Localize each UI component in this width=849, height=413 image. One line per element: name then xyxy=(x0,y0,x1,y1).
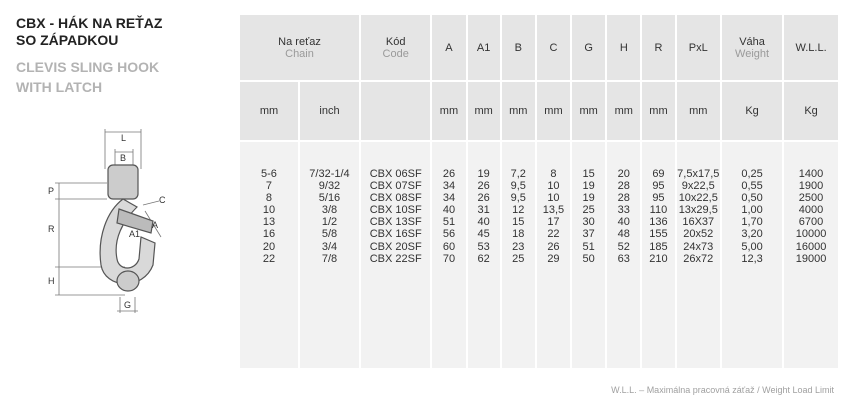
table-cell: 45 xyxy=(477,228,490,241)
header-weight-sub: Weight xyxy=(735,47,770,60)
table-cell: 10 xyxy=(547,180,560,193)
header-chain-sub: Chain xyxy=(285,47,314,60)
table-cell: CBX 16SF xyxy=(369,228,422,241)
table-cell: 3/8 xyxy=(321,204,338,217)
unit-mm: mm xyxy=(240,81,299,141)
unit-g: mm xyxy=(571,81,606,141)
table-cell: 3,20 xyxy=(741,228,763,241)
table-cell: 13 xyxy=(262,216,276,229)
table-cell: 2500 xyxy=(798,192,824,205)
table-cell: 13x29,5 xyxy=(678,204,718,217)
dim-label-h: H xyxy=(48,276,55,286)
col-chain-inch xyxy=(299,141,360,368)
table-cell: 19 xyxy=(582,180,595,193)
footnote-wll: W.L.L. – Maximálna pracovná záťaž / Weight Load Limit xyxy=(611,385,834,395)
table-cell: 48 xyxy=(617,228,630,241)
table-cell: 34 xyxy=(442,192,456,205)
header-code-sub: Code xyxy=(382,47,409,60)
header-wll: W.L.L. xyxy=(783,15,838,81)
table-cell: 7/8 xyxy=(321,252,338,265)
table-cell: 26 xyxy=(547,240,560,253)
col-pxl xyxy=(676,141,722,368)
table-cell: 19 xyxy=(477,168,490,180)
table-cell: 26 xyxy=(442,168,456,180)
table-cell: 40 xyxy=(617,216,630,229)
header-code xyxy=(360,15,431,81)
title-slovak xyxy=(16,15,231,49)
table-cell: 10 xyxy=(547,192,560,205)
unit-weight: Kg xyxy=(721,81,783,141)
table-cell: 26 xyxy=(477,180,490,193)
table-cell: 4000 xyxy=(798,204,824,217)
table-cell: 19000 xyxy=(795,252,827,265)
data-row xyxy=(240,141,838,368)
table-cell: 29 xyxy=(547,252,560,265)
unit-a1: mm xyxy=(467,81,501,141)
table-cell: 1900 xyxy=(798,180,824,193)
table-cell: 9,5 xyxy=(510,180,526,193)
table-cell: CBX 07SF xyxy=(369,180,422,193)
table-cell: 13,5 xyxy=(542,204,565,217)
dim-label-c: C xyxy=(159,195,166,205)
dim-label-g: G xyxy=(124,300,132,310)
table-cell: 16X37 xyxy=(682,216,715,229)
header-code-main: Kód xyxy=(385,35,406,48)
table-cell: 26x72 xyxy=(683,252,714,265)
hook-diagram xyxy=(45,125,195,325)
table-cell: 53 xyxy=(477,240,490,253)
unit-b: mm xyxy=(501,81,536,141)
dim-label-r: R xyxy=(48,224,55,234)
table-cell: 60 xyxy=(442,240,456,253)
header-chain xyxy=(240,15,360,81)
col-code xyxy=(360,141,431,368)
col-g xyxy=(571,141,606,368)
table-cell: 56 xyxy=(442,228,456,241)
table-cell: 5-6 xyxy=(261,168,277,180)
table-cell: 40 xyxy=(477,216,490,229)
header-weight-main: Váha xyxy=(739,35,765,48)
table-cell: 10 xyxy=(262,204,276,217)
table-cell: 0,55 xyxy=(741,180,763,193)
table-cell: 19 xyxy=(582,192,595,205)
table-cell: 18 xyxy=(512,228,525,241)
table-cell: CBX 20SF xyxy=(369,240,422,253)
col-r xyxy=(641,141,675,368)
col-c xyxy=(536,141,571,368)
table-cell: 33 xyxy=(617,204,630,217)
table-cell: 1,00 xyxy=(741,204,763,217)
table-cell: 62 xyxy=(477,252,490,265)
table-cell: 12,3 xyxy=(741,252,763,265)
table-cell: 26 xyxy=(477,192,490,205)
table-cell: 1400 xyxy=(798,168,824,180)
header-row xyxy=(240,15,838,81)
table-cell: 8 xyxy=(265,192,273,205)
table-cell: CBX 06SF xyxy=(369,168,422,180)
table-cell: 22 xyxy=(262,252,276,265)
table-cell: 0,25 xyxy=(741,168,763,180)
unit-c: mm xyxy=(536,81,571,141)
unit-r: mm xyxy=(641,81,675,141)
table-cell: 30 xyxy=(582,216,595,229)
table-cell: 5/16 xyxy=(318,192,341,205)
product-title xyxy=(16,15,231,97)
table-cell: 25 xyxy=(512,252,525,265)
table-cell: 31 xyxy=(477,204,490,217)
header-g: G xyxy=(571,15,606,81)
table-cell: 20x52 xyxy=(683,228,714,241)
hook-drawing xyxy=(45,125,195,325)
table-cell: 5/8 xyxy=(321,228,338,241)
title-slovak-line1: CBX - HÁK NA REŤAZ xyxy=(16,15,163,31)
table-cell: CBX 22SF xyxy=(369,252,422,265)
table-cell: 9x22,5 xyxy=(681,180,715,193)
col-weight xyxy=(721,141,783,368)
table-cell: 0,50 xyxy=(741,192,763,205)
table-cell: 34 xyxy=(442,180,456,193)
dim-label-a: A xyxy=(152,220,159,230)
header-a1: A1 xyxy=(467,15,501,81)
title-english-line2: WITH LATCH xyxy=(16,79,103,95)
table-cell: 16000 xyxy=(795,240,827,253)
title-english xyxy=(16,57,231,97)
header-b: B xyxy=(501,15,536,81)
header-c: C xyxy=(536,15,571,81)
table-cell: CBX 13SF xyxy=(369,216,422,229)
table-cell: 155 xyxy=(649,228,668,241)
header-a: A xyxy=(431,15,466,81)
table-cell: 7,2 xyxy=(510,168,526,180)
table-cell: 8 xyxy=(550,168,557,180)
table-cell: 210 xyxy=(649,252,668,265)
col-a xyxy=(431,141,466,368)
table-cell: 52 xyxy=(617,240,630,253)
table-cell: 15 xyxy=(582,168,595,180)
table-cell: 51 xyxy=(582,240,595,253)
table-cell: 37 xyxy=(582,228,595,241)
unit-inch: inch xyxy=(299,81,360,141)
title-english-line1: CLEVIS SLING HOOK xyxy=(16,59,160,75)
title-slovak-line2: SO ZÁPADKOU xyxy=(16,32,119,48)
table-cell: 20 xyxy=(262,240,276,253)
table-cell: 69 xyxy=(652,168,665,180)
header-h: H xyxy=(606,15,641,81)
dim-label-a1: A1 xyxy=(129,229,141,239)
table-cell: 17 xyxy=(547,216,560,229)
table-cell: 20 xyxy=(617,168,630,180)
unit-a: mm xyxy=(431,81,466,141)
table-cell: 9/32 xyxy=(318,180,341,193)
table-cell: 12 xyxy=(512,204,525,217)
dim-label-l: L xyxy=(121,133,127,143)
dim-label-p: P xyxy=(48,186,55,196)
dim-label-b: B xyxy=(120,153,127,163)
unit-wll: Kg xyxy=(783,81,838,141)
table-cell: 95 xyxy=(652,180,665,193)
col-b xyxy=(501,141,536,368)
table-cell: 6700 xyxy=(798,216,824,229)
table-cell: 22 xyxy=(547,228,560,241)
table-cell: 7,5x17,5 xyxy=(677,168,720,180)
table-cell: 7/32-1/4 xyxy=(309,168,350,180)
table-cell: 110 xyxy=(649,204,668,217)
table-cell: 15 xyxy=(512,216,525,229)
table-cell: CBX 10SF xyxy=(369,204,422,217)
table-cell: 1/2 xyxy=(321,216,338,229)
table-cell: 51 xyxy=(442,216,456,229)
table-cell: 9,5 xyxy=(510,192,526,205)
col-wll xyxy=(783,141,838,368)
table-cell: CBX 08SF xyxy=(369,192,422,205)
table-cell: 63 xyxy=(617,252,630,265)
unit-pxl: mm xyxy=(676,81,722,141)
table-cell: 28 xyxy=(617,192,630,205)
table-cell: 136 xyxy=(649,216,668,229)
unit-h: mm xyxy=(606,81,641,141)
table-cell: 5,00 xyxy=(741,240,763,253)
table-cell: 24x73 xyxy=(683,240,714,253)
header-pxl: PxL xyxy=(676,15,722,81)
spec-table xyxy=(240,15,838,368)
col-h xyxy=(606,141,641,368)
table-cell: 10000 xyxy=(795,228,827,241)
header-r: R xyxy=(641,15,675,81)
col-a1 xyxy=(467,141,501,368)
table-cell: 16 xyxy=(262,228,276,241)
table-cell: 23 xyxy=(512,240,525,253)
table-cell: 40 xyxy=(442,204,456,217)
header-weight xyxy=(721,15,783,81)
table-cell: 25 xyxy=(582,204,595,217)
col-chain-mm xyxy=(240,141,299,368)
table-cell: 1,70 xyxy=(741,216,763,229)
table-cell: 7 xyxy=(265,180,273,193)
table-cell: 28 xyxy=(617,180,630,193)
unit-code xyxy=(360,81,431,141)
table-cell: 185 xyxy=(649,240,668,253)
table-cell: 10x22,5 xyxy=(678,192,718,205)
table-cell: 70 xyxy=(442,252,456,265)
table-cell: 95 xyxy=(652,192,665,205)
table-cell: 50 xyxy=(582,252,595,265)
units-row xyxy=(240,81,838,141)
table-cell: 3/4 xyxy=(321,240,338,253)
header-chain-main: Na reťaz xyxy=(278,35,321,48)
